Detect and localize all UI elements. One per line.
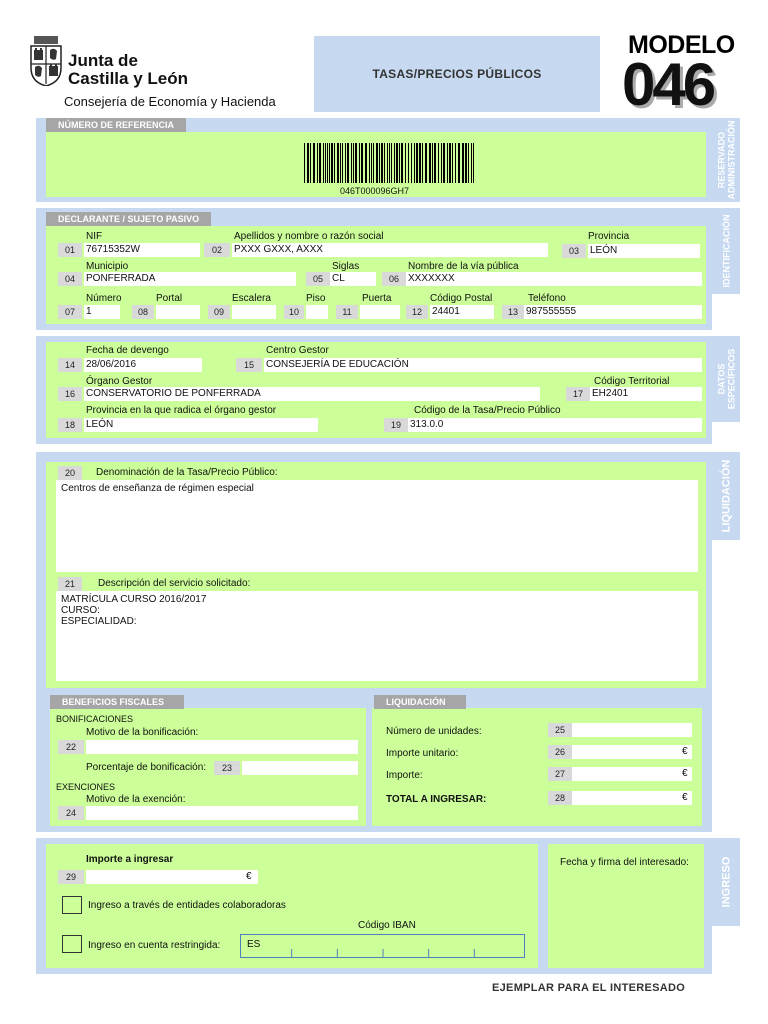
field-num-17: 17: [566, 387, 590, 401]
portal-field[interactable]: [156, 305, 200, 319]
municipio-field[interactable]: PONFERRADA: [84, 272, 296, 286]
iban-field[interactable]: [240, 934, 525, 958]
motivo-bonificacion-label: Motivo de la bonificación:: [86, 727, 199, 738]
field-num-05: 05: [306, 272, 330, 286]
declarante-label: DECLARANTE / SUJETO PASIVO: [46, 212, 211, 226]
provincia-organo-field[interactable]: LEÓN: [84, 418, 318, 432]
field-num-22: 22: [58, 740, 84, 754]
referencia-label: NÚMERO DE REFERENCIA: [46, 118, 186, 132]
field-num-02: 02: [204, 243, 230, 257]
liquidacion-label: LIQUIDACIÓN: [374, 695, 466, 709]
municipio-label: Municipio: [86, 261, 129, 272]
field-num-13: 13: [502, 305, 524, 319]
euro-symbol: €: [682, 746, 688, 757]
field-num-27: 27: [548, 767, 572, 781]
numero-label: Número: [86, 293, 122, 304]
total-ingresar-label: TOTAL A INGRESAR:: [386, 794, 487, 805]
piso-label: Piso: [306, 293, 326, 304]
colaboradoras-checkbox[interactable]: [62, 896, 82, 914]
field-num-19: 19: [384, 418, 408, 432]
exenciones-label: EXENCIONES: [56, 782, 116, 792]
field-num-01: 01: [58, 243, 82, 257]
field-num-11: 11: [336, 305, 358, 319]
field-num-04: 04: [58, 272, 82, 286]
field-num-20: 20: [58, 466, 82, 480]
field-num-29: 29: [58, 870, 84, 884]
field-num-18: 18: [58, 418, 82, 432]
iban-country-code: ES: [247, 939, 261, 950]
field-num-09: 09: [208, 305, 230, 319]
iban-label: Código IBAN: [358, 920, 416, 931]
centro-gestor-field[interactable]: CONSEJERÍA DE EDUCACIÓN: [264, 358, 702, 372]
puerta-field[interactable]: [360, 305, 400, 319]
siglas-label: Siglas: [332, 261, 360, 272]
bonificaciones-label: BONIFICACIONES: [56, 714, 134, 724]
via-label: Nombre de la vía pública: [408, 261, 519, 272]
codigo-tasa-label: Código de la Tasa/Precio Público: [414, 405, 561, 416]
centro-gestor-label: Centro Gestor: [266, 345, 329, 356]
importe-unitario-field[interactable]: [572, 745, 692, 759]
field-num-06: 06: [382, 272, 406, 286]
porcentaje-bonificacion-field[interactable]: [242, 761, 358, 775]
cuenta-restringida-label: Ingreso en cuenta restringida:: [88, 940, 221, 951]
unidades-label: Número de unidades:: [386, 726, 482, 737]
logo-text-line1: Junta de: [68, 51, 138, 70]
ejemplar-footer: EJEMPLAR PARA EL INTERESADO: [492, 982, 686, 994]
motivo-exencion-field[interactable]: [86, 806, 358, 820]
side-tab-identificacion: IDENTIFICACIÓN: [712, 208, 740, 294]
field-num-24: 24: [58, 806, 84, 820]
escalera-label: Escalera: [232, 293, 271, 304]
field-num-12: 12: [406, 305, 428, 319]
field-num-14: 14: [58, 358, 82, 372]
field-num-03: 03: [562, 244, 586, 258]
junta-crest-logo: [28, 36, 64, 86]
codigo-territorial-label: Código Territorial: [594, 376, 670, 387]
codigo-tasa-field[interactable]: 313.0.0: [408, 418, 702, 432]
barcode-image: [304, 143, 476, 183]
motivo-bonificacion-field[interactable]: [86, 740, 358, 754]
via-field[interactable]: XXXXXXX: [406, 272, 702, 286]
provincia-label: Provincia: [588, 231, 630, 242]
apellidos-label: Apellidos y nombre o razón social: [234, 231, 384, 242]
importe-ingresar-field[interactable]: [86, 870, 258, 884]
field-num-08: 08: [132, 305, 154, 319]
document-title: TASAS/PRECIOS PÚBLICOS: [314, 36, 600, 112]
consejeria-name: Consejería de Economía y Hacienda: [64, 94, 276, 109]
euro-symbol: €: [682, 768, 688, 779]
motivo-exencion-label: Motivo de la exención:: [86, 794, 186, 805]
modelo-number: 046: [622, 51, 714, 118]
cuenta-restringida-checkbox[interactable]: [62, 935, 82, 953]
fecha-devengo-field[interactable]: 28/06/2016: [84, 358, 202, 372]
importe-label: Importe:: [386, 770, 423, 781]
portal-label: Portal: [156, 293, 183, 304]
modelo-label: MODELO: [628, 31, 735, 59]
codigo-postal-label: Código Postal: [430, 293, 493, 304]
numero-field[interactable]: 1: [84, 305, 120, 319]
field-num-10: 10: [284, 305, 304, 319]
logo-text-line2: Castilla y León: [68, 69, 188, 88]
side-tab-ingreso: INGRESO: [712, 838, 740, 926]
denominacion-label: Denominación de la Tasa/Precio Público:: [96, 467, 278, 478]
codigo-postal-field[interactable]: 24401: [430, 305, 494, 319]
descripcion-field[interactable]: MATRÍCULA CURSO 2016/2017 CURSO: ESPECIALIDAD:: [56, 591, 698, 681]
euro-symbol: €: [682, 792, 688, 803]
importe-ingresar-label: Importe a ingresar: [86, 854, 174, 865]
field-num-28: 28: [548, 791, 572, 805]
barcode-number: 046T000096GH7: [340, 186, 410, 196]
importe-unitario-label: Importe unitario:: [386, 748, 459, 759]
nif-label: NIF: [86, 231, 103, 242]
field-num-23: 23: [214, 761, 240, 775]
field-num-25: 25: [548, 723, 572, 737]
piso-field[interactable]: [306, 305, 328, 319]
side-tab-liquidacion: LIQUIDACIÓN: [712, 452, 740, 540]
porcentaje-bonificacion-label: Porcentaje de bonificación:: [86, 762, 207, 773]
nif-field[interactable]: 76715352W: [84, 243, 200, 257]
field-num-15: 15: [236, 358, 262, 372]
telefono-label: Teléfono: [528, 293, 566, 304]
field-num-07: 07: [58, 305, 82, 319]
descripcion-label: Descripción del servicio solicitado:: [98, 578, 251, 589]
field-num-26: 26: [548, 745, 572, 759]
telefono-field[interactable]: 987555555: [524, 305, 702, 319]
field-num-21: 21: [58, 577, 82, 591]
organo-gestor-field[interactable]: CONSERVATORIO DE PONFERRADA: [84, 387, 540, 401]
denominacion-field[interactable]: Centros de enseñanza de régimen especial: [56, 480, 698, 572]
field-num-16: 16: [58, 387, 82, 401]
provincia-field[interactable]: LEÓN: [588, 244, 700, 258]
codigo-territorial-field[interactable]: EH2401: [590, 387, 702, 401]
iban-segment-ticks: [241, 949, 524, 957]
siglas-field[interactable]: CL: [330, 272, 376, 286]
escalera-field[interactable]: [232, 305, 276, 319]
total-ingresar-field[interactable]: [572, 791, 692, 805]
firma-label: Fecha y firma del interesado:: [560, 857, 689, 868]
importe-field[interactable]: [572, 767, 692, 781]
puerta-label: Puerta: [362, 293, 392, 304]
side-tab-datos-especificos: DATOS ESPECÍFICOS: [712, 336, 740, 422]
unidades-field[interactable]: [572, 723, 692, 737]
organo-gestor-label: Órgano Gestor: [86, 376, 153, 387]
colaboradoras-label: Ingreso a través de entidades colaboradoras: [88, 900, 286, 911]
euro-symbol: €: [246, 871, 252, 882]
fecha-devengo-label: Fecha de devengo: [86, 345, 169, 356]
beneficios-label: BENEFICIOS FISCALES: [50, 695, 184, 709]
side-tab-reservado: RESERVADO ADMINISTRACIÓN: [712, 118, 740, 202]
provincia-organo-label: Provincia en la que radica el órgano gestor: [86, 405, 277, 416]
apellidos-field[interactable]: PXXX GXXX, AXXX: [232, 243, 548, 257]
